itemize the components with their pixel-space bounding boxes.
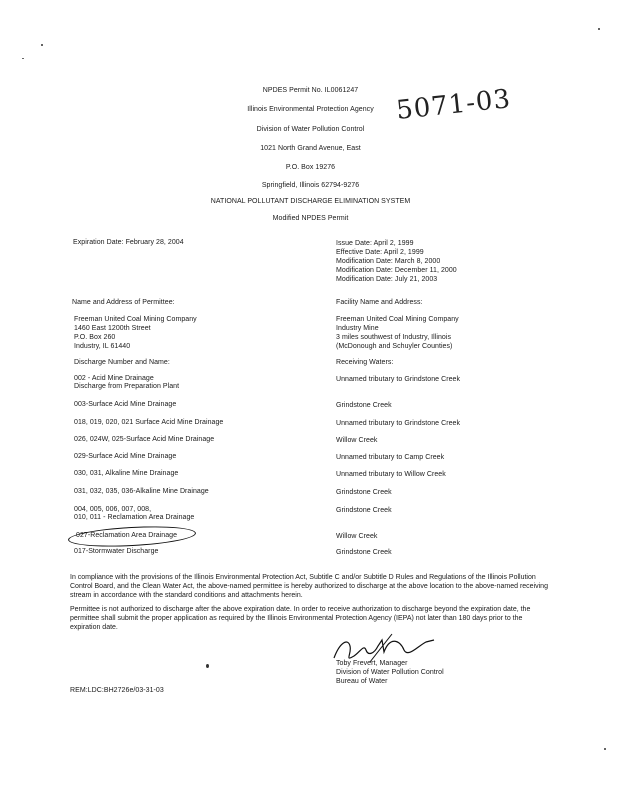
receiving-water: Unnamed tributary to Grindstone Creek [336,376,461,383]
compliance-paragraph: In compliance with the provisions of the Illinois Environmental Protection Act, Subtitle C and/or Subtitle D Rules and Regulations of the Illinois Pollution Control Board, and the Clean Water Act, the above-named permittee is hereby authorized to discharge at the above location to the above-named receiving stream in accordance with the standard conditions and attachments herein. [70,574,548,599]
signer-bureau: Bureau of Water [336,678,388,685]
scan-speck [604,748,606,750]
facility-line-3: 3 miles southwest of Industry, Illinois [336,334,452,341]
receiving-water: Grindstone Creek [336,549,392,556]
receiving-heading: Receiving Waters: [336,359,394,366]
issue-date: Issue Date: April 2, 1999 [336,240,414,247]
agency-name: Illinois Environmental Protection Agency [247,106,374,113]
system-title: NATIONAL POLLUTANT DISCHARGE ELIMINATION SYSTEM [210,198,411,205]
discharge-name: 031, 032, 035, 036-Alkaline Mine Drainage [74,488,209,495]
signer-name: Toby Frevert, Manager [336,660,408,667]
modification-date-2: Modification Date: December 11, 2000 [336,267,457,274]
receiving-water: Willow Creek [336,533,378,540]
receiving-water: Grindstone Creek [336,489,392,496]
scan-speck [41,44,43,46]
expiration-paragraph: Permittee is not authorized to discharge after the above expiration date. In order to receive authorization to discharge beyond the expiration date, the permittee shall submit the proper application as required by the Illinois Environmental Protection Agency (IEPA) not later than 180 days prior to the expiration date. [70,606,531,631]
modification-date-3: Modification Date: July 21, 2003 [336,276,438,283]
receiving-water: Unnamed tributary to Camp Creek [336,454,445,461]
scan-speck [598,28,600,30]
receiving-water: Grindstone Creek [336,507,392,514]
permit-number: NPDES Permit No. IL0061247 [262,87,359,94]
discharge-name-cont: 010, 011 - Reclamation Area Drainage [74,514,195,521]
discharge-name: 003-Surface Acid Mine Drainage [74,401,177,408]
signer-division: Division of Water Pollution Control [336,669,444,676]
facility-heading: Facility Name and Address: [336,299,423,306]
scan-speck [206,664,209,668]
street-address: 1021 North Grand Avenue, East [260,145,361,152]
permittee-line-3: P.O. Box 260 [74,334,116,341]
permittee-line-2: 1460 East 1200th Street [74,325,151,332]
permittee-heading: Name and Address of Permittee: [72,299,175,306]
facility-line-4: (McDonough and Schuyler Counties) [336,343,453,350]
effective-date: Effective Date: April 2, 1999 [336,249,424,256]
facility-line-2: Industry Mine [336,325,379,332]
reference-code: REM:LDC:BH2726e/03-31-03 [70,687,164,694]
receiving-water: Unnamed tributary to Grindstone Creek [336,420,461,427]
permittee-line-4: Industry, IL 61440 [74,343,131,350]
discharge-name: 029-Surface Acid Mine Drainage [74,453,177,460]
permit-type: Modified NPDES Permit [272,215,349,222]
handwritten-note: 5071-03 [394,84,513,126]
modification-date-1: Modification Date: March 8, 2000 [336,258,441,265]
expiration-date: Expiration Date: February 28, 2004 [73,239,184,246]
facility-line-1: Freeman United Coal Mining Company [336,316,459,323]
receiving-water: Unnamed tributary to Willow Creek [336,471,446,478]
permittee-line-1: Freeman United Coal Mining Company [74,316,197,323]
discharge-name: 026, 024W, 025-Surface Acid Mine Drainage [74,436,215,443]
discharge-name: 027-Reclamation Area Drainage [76,532,178,539]
city-state-zip: Springfield, Illinois 62794-9276 [261,182,360,189]
po-box: P.O. Box 19276 [285,164,336,171]
discharge-name: 002 - Acid Mine Drainage [74,375,154,382]
receiving-water: Willow Creek [336,437,378,444]
discharge-name: 018, 019, 020, 021 Surface Acid Mine Drainage [74,419,224,426]
scan-speck [22,58,24,59]
discharge-heading: Discharge Number and Name: [74,359,170,366]
discharge-name: 004, 005, 006, 007, 008, [74,506,152,513]
discharge-name-cont: Discharge from Preparation Plant [74,383,180,390]
receiving-water: Grindstone Creek [336,402,392,409]
discharge-name: 017-Stormwater Discharge [74,548,159,555]
division-name: Division of Water Pollution Control [256,126,365,133]
discharge-name: 030, 031, Alkaline Mine Drainage [74,470,179,477]
